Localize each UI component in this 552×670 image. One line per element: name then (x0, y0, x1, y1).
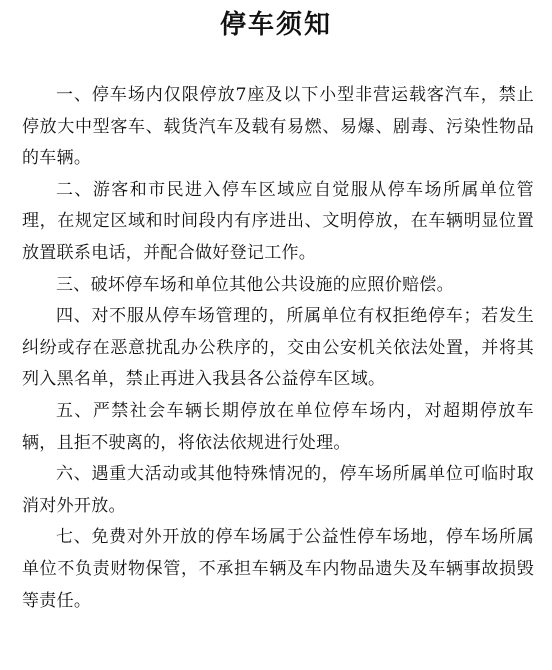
document-body (22, 80, 534, 617)
notice-item-6: 六、遇重大活动或其他特殊情况的，停车场所属单位可临时取消对外开放。 (22, 464, 534, 516)
notice-item-4: 四、对不服从停车场管理的，所属单位有权拒绝停车；若发生纠纷或存在恶意扰乱办公秩序的，交由公安机关依法处置，并将其列入黑名单，禁止再进入我县各公益停车区域。 (22, 306, 534, 390)
notice-item-1: 一、停车场内仅限停放7座及以下小型非营运载客汽车，禁止停放大中型客车、载货汽车及载有易燃、易爆、剧毒、污染性物品的车辆。 (22, 85, 534, 169)
notice-item-5: 五、严禁社会车辆长期停放在单位停车场内，对超期停放车辆，且拒不驶离的，将依法依规进行处理。 (22, 400, 534, 453)
document-title: 停车须知 (219, 10, 332, 40)
notice-item-3: 三、破坏停车场和单位其他公共设施的应照价赔偿。 (56, 274, 454, 295)
notice-item-7: 七、免费对外开放的停车场属于公益性停车场地，停车场所属单位不负责财物保管，不承担车辆及车内物品遗失及车辆事故损毁等责任。 (22, 527, 534, 611)
notice-item-2: 二、游客和市民进入停车区域应自觉服从停车场所属单位管理，在规定区域和时间段内有序进出、文明停放，在车辆明显位置放置联系电话，并配合做好登记工作。 (22, 179, 534, 263)
